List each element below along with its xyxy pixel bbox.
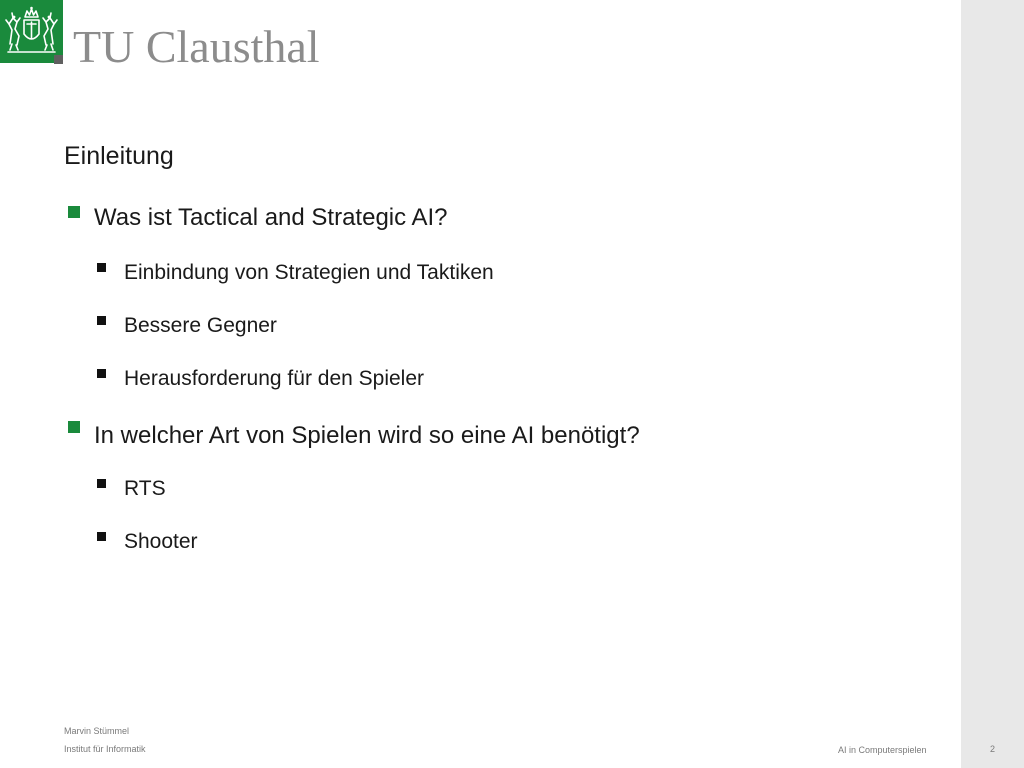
bullet-level1-item: Was ist Tactical and Strategic AI?: [94, 204, 448, 231]
footer-course-title: AI in Computerspielen: [838, 745, 927, 755]
page-number: 2: [990, 744, 996, 754]
green-square-bullet-icon: [68, 206, 80, 218]
black-square-bullet-icon: [97, 369, 106, 378]
green-square-bullet-icon: [68, 421, 80, 433]
black-square-bullet-icon: [97, 532, 106, 541]
bullet-level2-item: Herausforderung für den Spieler: [124, 367, 425, 390]
right-sidebar-band: [961, 0, 1024, 768]
bullet-level2-item: Shooter: [124, 530, 198, 553]
footer-institute: Institut für Informatik: [64, 744, 146, 754]
bullet-level2-item: Einbindung von Strategien und Taktiken: [124, 261, 494, 284]
black-square-bullet-icon: [97, 479, 106, 488]
bullet-level1-item: In welcher Art von Spielen wird so eine AI benötigt?: [94, 422, 640, 449]
slide-title: Einleitung: [64, 142, 174, 170]
black-square-bullet-icon: [97, 263, 106, 272]
black-square-bullet-icon: [97, 316, 106, 325]
logo-accent-square: [54, 55, 63, 64]
university-seal-logo: [0, 0, 63, 63]
footer-author: Marvin Stümmel: [64, 726, 130, 736]
bullet-level2-item: RTS: [124, 477, 166, 500]
university-wordmark: TU Clausthal: [73, 21, 320, 72]
bullet-level2-item: Bessere Gegner: [124, 314, 277, 337]
